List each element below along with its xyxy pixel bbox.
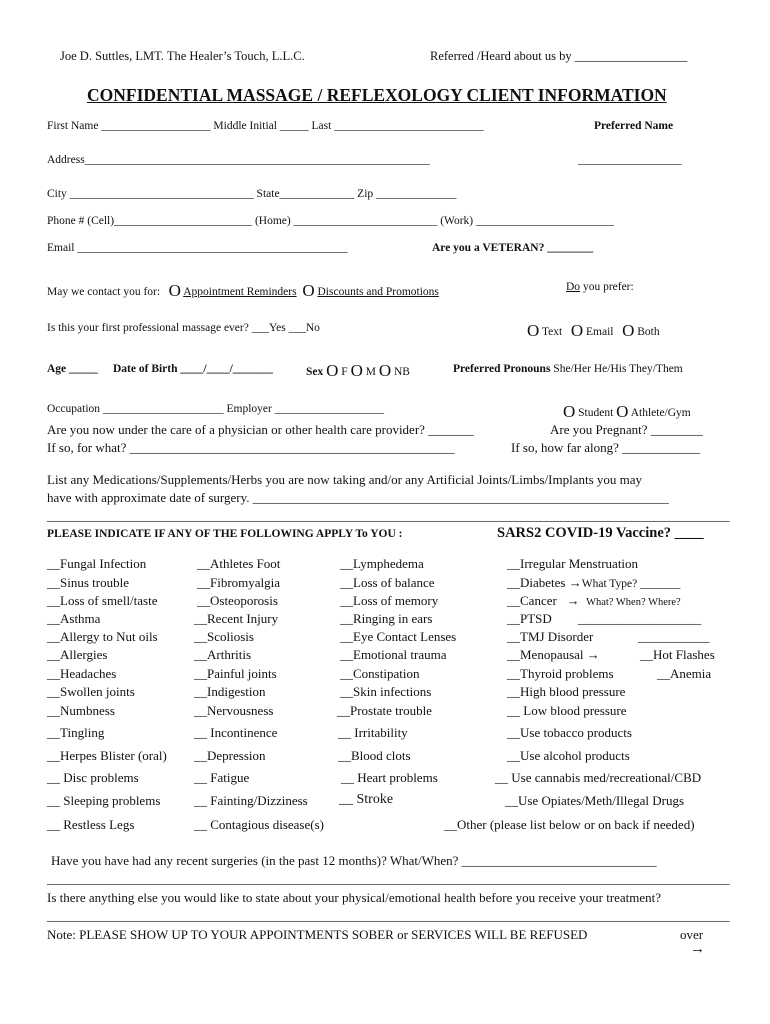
contact-label: May we contact you for:	[47, 286, 161, 298]
condition-item[interactable]: __Lymphedema	[340, 556, 424, 571]
sex-nb-radio[interactable]: O	[378, 361, 392, 380]
condition-item[interactable]: __Use Opiates/Meth/Illegal Drugs	[505, 793, 685, 808]
condition-item[interactable]: __ Use cannabis med/recreational/CBD	[495, 770, 702, 785]
condition-label: __PTSD	[507, 611, 552, 626]
condition-item[interactable]: __ Restless Legs	[47, 817, 135, 832]
dob-text: Date of Birth ____/____/_______	[113, 363, 274, 375]
preferred-name-label: Preferred Name	[594, 120, 674, 132]
condition-item[interactable]: __Numbness	[47, 703, 115, 718]
condition-item[interactable]: __ Low blood pressure	[507, 703, 627, 718]
condition-label: __Cancer	[507, 593, 557, 608]
condition-item[interactable]: __ Disc problems	[47, 770, 139, 785]
sex-nb-label: NB	[393, 366, 410, 378]
condition-item[interactable]: __Loss of balance	[340, 575, 435, 590]
student-label: Student	[578, 407, 614, 419]
both-radio[interactable]: O	[622, 321, 635, 340]
surgeries-extra-line[interactable]: _________________________________________________________________________________________________________	[47, 871, 730, 886]
anemia-item[interactable]: __Anemia	[657, 666, 712, 681]
condition-item[interactable]: __ Stroke	[339, 792, 394, 807]
condition-item[interactable]: __ Incontinence	[194, 725, 278, 740]
arrow-icon: →	[568, 575, 582, 590]
email-label: Email	[586, 326, 614, 338]
sex-m-radio[interactable]: O	[350, 361, 363, 380]
condition-item[interactable]: __Osteoporosis	[197, 593, 278, 608]
address-field[interactable]: Address____________________________________________________________	[47, 154, 430, 166]
condition-item[interactable]: __Loss of smell/taste	[47, 593, 158, 608]
condition-item[interactable]: __Tingling	[47, 725, 105, 740]
condition-item[interactable]: __Ringing in ears	[340, 611, 433, 626]
health-statement-question: Is there anything else you would like to state about your physical/emotional health before you receive your treatment?	[47, 890, 662, 905]
text-label: Text	[541, 326, 563, 338]
city-state-zip-fields[interactable]: City ________________________________ State_____________ Zip ______________	[47, 188, 457, 200]
condition-item[interactable]	[507, 576, 680, 591]
condition-item[interactable]: __Scoliosis	[194, 629, 254, 644]
condition-item[interactable]: __High blood pressure	[507, 684, 626, 699]
cancer-details-field[interactable]: What? When? Where?	[586, 597, 681, 608]
arrow-right-icon: →	[690, 941, 705, 957]
email-field[interactable]: Email _______________________________________________	[47, 242, 348, 254]
diabetes-type-field[interactable]: What Type? _______	[581, 578, 681, 590]
medications-question: List any Medications/Supplements/Herbs you are now taking and/or any Artificial Joints/Limbs/Implants you may	[47, 472, 643, 487]
name-fields[interactable]: First Name ___________________ Middle Initial _____ Last __________________________	[47, 120, 484, 132]
dob-field[interactable]	[113, 364, 273, 376]
condition-item[interactable]: __ Heart problems	[341, 770, 438, 785]
discounts-radio[interactable]: O	[302, 281, 315, 300]
sober-note: Note: PLEASE SHOW UP TO YOUR APPOINTMENTS SOBER or SERVICES WILL BE REFUSED	[47, 927, 588, 942]
condition-item[interactable]: __Constipation	[340, 666, 420, 681]
student-athlete-options	[563, 402, 691, 420]
pregnant-question[interactable]: Are you Pregnant? ________	[550, 422, 703, 437]
condition-item[interactable]: __Skin infections	[340, 684, 432, 699]
condition-item[interactable]	[507, 612, 701, 625]
conditions-heading: PLEASE INDICATE IF ANY OF THE FOLLOWING APPLY To YOU :	[47, 528, 403, 540]
condition-item[interactable]	[507, 630, 593, 643]
do-you-prefer-label	[566, 282, 634, 294]
other-condition-item[interactable]: __Other (please list below or on back if needed)	[444, 817, 695, 832]
medications-field[interactable]: have with approximate date of surgery. ________________________________________________________________	[47, 490, 669, 505]
sex-m-label: M	[365, 366, 376, 378]
condition-item[interactable]	[507, 594, 681, 609]
condition-item[interactable]: __Sinus trouble	[47, 575, 129, 590]
tmj-blank[interactable]: ___________	[638, 629, 710, 644]
sex-label: Sex	[306, 366, 324, 378]
occupation-employer-fields[interactable]: Occupation _____________________ Employer ___________________	[47, 403, 384, 415]
condition-item[interactable]: __ Fatigue	[194, 770, 250, 785]
contact-preferences	[47, 281, 439, 299]
pronouns-label: Preferred Pronouns	[453, 363, 551, 375]
condition-item[interactable]: __Allergy to Nut oils	[47, 629, 158, 644]
condition-item[interactable]: __Blood clots	[338, 748, 411, 763]
condition-item[interactable]: __ Irritability	[338, 725, 408, 740]
age-field[interactable]: Age _____	[47, 363, 98, 375]
physician-question[interactable]: Are you now under the care of a physician or other health care provider? _______	[47, 422, 474, 437]
condition-item[interactable]: __Painful joints	[194, 666, 277, 681]
condition-item[interactable]: __Nervousness	[194, 703, 274, 718]
discounts-label: Discounts and Promotions	[317, 286, 439, 298]
condition-item[interactable]: __Allergies	[47, 647, 108, 662]
covid-vaccine-field[interactable]: SARS2 COVID-19 Vaccine? ____	[497, 525, 704, 541]
sex-f-radio[interactable]: O	[326, 361, 339, 380]
condition-label: __Menopausal	[507, 647, 584, 662]
condition-item[interactable]	[507, 648, 600, 661]
pregnant-how-far-field[interactable]: If so, how far along? ____________	[511, 440, 701, 455]
both-label: Both	[637, 326, 660, 338]
condition-item[interactable]: __Thyroid problems	[507, 666, 614, 681]
reminders-radio[interactable]: O	[168, 281, 181, 300]
hot-flashes-item[interactable]: __Hot Flashes	[640, 647, 715, 662]
referred-field[interactable]: Referred /Heard about us by __________________	[430, 49, 688, 63]
condition-item[interactable]: __Athletes Foot	[197, 556, 281, 571]
pronouns-field[interactable]	[453, 364, 683, 376]
email-radio[interactable]: O	[570, 321, 584, 340]
ptsd-blank[interactable]: ___________________	[577, 611, 702, 626]
condition-item[interactable]: __Fibromyalgia	[197, 575, 281, 590]
athlete-label: Athlete/Gym	[630, 407, 691, 419]
condition-item[interactable]: __Use alcohol products	[507, 748, 630, 763]
condition-item[interactable]: __Indigestion	[194, 684, 266, 699]
do-rest: you prefer:	[580, 281, 634, 293]
phone-fields[interactable]: Phone # (Cell)________________________ (Home) _________________________ (Work) ________________________	[47, 215, 615, 227]
condition-item[interactable]: __Herpes Blister (oral)	[47, 748, 167, 763]
condition-item[interactable]: __Emotional trauma	[340, 647, 447, 662]
condition-item[interactable]: __ Contagious disease(s)	[194, 817, 324, 832]
condition-item[interactable]: __Eye Contact Lenses	[340, 629, 457, 644]
preferred-name-field[interactable]: __________________	[578, 154, 682, 166]
condition-item[interactable]: __Depression	[194, 748, 266, 763]
athlete-radio[interactable]: O	[616, 402, 629, 421]
page-title: CONFIDENTIAL MASSAGE / REFLEXOLOGY CLIENT INFORMATION	[87, 85, 667, 105]
reminders-label: Appointment Reminders	[183, 286, 297, 298]
contact-method-options	[527, 321, 660, 339]
health-statement-field[interactable]: _________________________________________________________________________________________________________	[47, 908, 730, 923]
sex-f-label: F	[341, 366, 348, 378]
condition-item[interactable]: __Use tobacco products	[507, 725, 632, 740]
pronouns-options: She/Her He/His They/Them	[553, 363, 683, 375]
physician-what-field[interactable]: If so, for what? __________________________________________________	[47, 440, 455, 455]
condition-item[interactable]: __Swollen joints	[47, 684, 135, 699]
do-word: Do	[566, 281, 581, 293]
practitioner-header: Joe D. Suttles, LMT. The Healer’s Touch, L.L.C.	[60, 49, 305, 63]
medications-field-extra[interactable]: _________________________________________________________________________________________________________	[47, 508, 730, 523]
veteran-field[interactable]: Are you a VETERAN? ________	[432, 242, 594, 254]
condition-label: __Diabetes	[507, 575, 566, 590]
first-massage-question[interactable]: Is this your first professional massage ever? ___Yes ___No	[47, 322, 320, 334]
condition-item[interactable]: __Recent Injury	[194, 611, 279, 626]
condition-item[interactable]: __ Sleeping problems	[47, 793, 161, 808]
surgeries-field[interactable]: Have you have had any recent surgeries (in the past 12 months)? What/When? ______________________________	[51, 853, 657, 868]
condition-item[interactable]: __Loss of memory	[340, 593, 439, 608]
condition-item[interactable]: __Headaches	[47, 666, 117, 681]
condition-item[interactable]: __ Fainting/Dizziness	[194, 793, 308, 808]
condition-item[interactable]: __Asthma	[47, 611, 101, 626]
arrow-icon: →	[586, 647, 600, 662]
arrow-icon: →	[566, 593, 580, 608]
condition-item[interactable]: __Arthritis	[194, 647, 252, 662]
condition-label: __TMJ Disorder	[507, 629, 594, 644]
condition-item[interactable]: __Irregular Menstruation	[507, 556, 639, 571]
sex-options	[306, 361, 410, 379]
condition-item[interactable]: __Prostate trouble	[337, 703, 432, 718]
student-radio[interactable]: O	[563, 402, 576, 421]
over-label: over	[680, 927, 704, 942]
condition-item[interactable]: __Fungal Infection	[47, 556, 147, 571]
text-radio[interactable]: O	[527, 321, 540, 340]
